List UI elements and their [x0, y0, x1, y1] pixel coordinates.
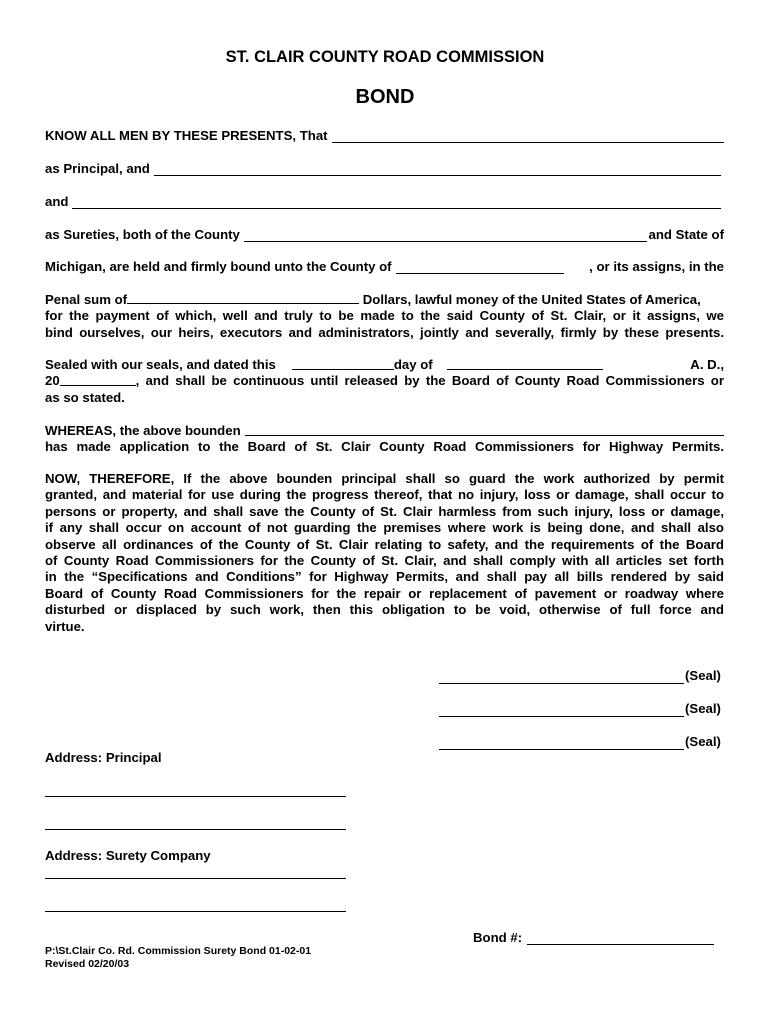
know-all-label: KNOW ALL MEN BY THESE PRESENTS, That	[45, 128, 328, 143]
continuous-text: , and shall be continuous until released by the Board of County Road Commissioners or	[135, 373, 724, 389]
dollars-text: Dollars, lawful money of the United States of America,	[359, 292, 701, 307]
nt-line: NOW, THEREFORE, If the above bounden principal shall so guard the work authorized by permit	[45, 471, 724, 486]
nt-line: disturbed or displaced by such work, then this obligation to be void, otherwise of full force and	[45, 602, 724, 618]
as-so-stated: as so stated.	[45, 389, 125, 405]
now-therefore-paragraph	[45, 471, 724, 635]
michigan-label: Michigan, are held and firmly bound unto the County of	[45, 259, 392, 274]
bound-county-field[interactable]	[396, 261, 564, 274]
surety-address-line-2[interactable]	[45, 911, 346, 912]
penal-sum-field[interactable]	[127, 291, 359, 304]
assigns-label: , or its assigns, in the	[589, 259, 724, 274]
sealed-paragraph	[45, 357, 724, 406]
nt-line: if any shall occur on account of not guarding the premises where work is being done, and shall also	[45, 520, 724, 536]
day-field[interactable]	[292, 357, 394, 370]
nt-line: Board of County Road Commissioners for the repair or replacement of pavement or roadway where	[45, 585, 724, 601]
nt-line: persons or property, and shall save the County of St. Clair harmless from such injury, loss or damage,	[45, 503, 724, 519]
penal-sum-paragraph	[45, 291, 724, 341]
surety-row-1	[45, 161, 721, 176]
address-surety-label: Address: Surety Company	[45, 848, 211, 863]
penal-line-3: bind ourselves, our heirs, executors and administrators, jointly and severally, firmly by these presents.	[45, 324, 724, 340]
year-field[interactable]	[60, 373, 136, 386]
surety-name-field-2[interactable]	[72, 196, 721, 209]
county-field[interactable]	[244, 229, 647, 242]
nt-line: granted, and material for use during the progress thereof, that no injury, loss or damage, shall occur to	[45, 487, 724, 503]
county-row	[45, 227, 724, 242]
seal-signature-line-3[interactable]	[439, 749, 684, 750]
surety-address-line-1[interactable]	[45, 878, 346, 879]
bounden-field[interactable]	[245, 423, 724, 436]
penal-sum-label: Penal sum of	[45, 292, 128, 307]
nt-line: of County Road Commissioners for the County of St. Clair, and shall comply with all articles set forth	[45, 553, 724, 569]
seal-label-1: (Seal)	[685, 668, 721, 683]
as-principal-label: as Principal, and	[45, 161, 150, 176]
surety-row-2	[45, 194, 721, 209]
seal-signature-line-2[interactable]	[439, 716, 684, 717]
and-label: and	[45, 194, 69, 209]
document-title: BOND	[355, 86, 415, 108]
nt-line: observe all ordinances of the County of St. Clair relating to safety, and the requirements of the Board	[45, 536, 724, 552]
whereas-line-2: has made application to the Board of St. Clair County Road Commissioners for Highway Permits.	[45, 439, 724, 455]
sealed-label: Sealed with our seals, and dated this	[45, 357, 276, 372]
principal-name-field[interactable]	[332, 130, 724, 143]
bond-number-field[interactable]	[527, 944, 714, 945]
day-of-label: day of	[393, 357, 433, 372]
principal-address-line-2[interactable]	[45, 829, 346, 830]
ad-label: A. D.,	[690, 357, 724, 372]
whereas-paragraph	[45, 423, 724, 456]
penal-line-2: for the payment of which, well and truly to be made to the said County of St. Clair, or it assigns, we	[45, 308, 724, 324]
footer-file-path: P:\St.Clair Co. Rd. Commission Surety Bond 01-02-01	[45, 945, 312, 957]
seal-signature-line-1[interactable]	[439, 683, 684, 684]
sureties-label: as Sureties, both of the County	[45, 227, 240, 242]
principal-name-row	[45, 128, 724, 143]
state-of-label: and State of	[648, 227, 724, 242]
nt-line: in the “Specifications and Conditions” for Highway Permits, and shall pay all bills rendered by said	[45, 569, 724, 585]
seal-label-3: (Seal)	[685, 734, 721, 749]
agency-title: ST. CLAIR COUNTY ROAD COMMISSION	[225, 48, 545, 66]
seal-label-2: (Seal)	[685, 701, 721, 716]
whereas-label: WHEREAS, the above bounden	[45, 423, 241, 438]
footer-revised: Revised 02/20/03	[45, 958, 130, 970]
michigan-row	[45, 259, 724, 274]
bond-number-label: Bond #:	[473, 930, 523, 945]
year-prefix: 20	[45, 373, 60, 389]
address-principal-label: Address: Principal	[45, 750, 162, 765]
surety-name-field-1[interactable]	[154, 163, 721, 176]
principal-address-line-1[interactable]	[45, 796, 346, 797]
month-field[interactable]	[447, 357, 603, 370]
nt-line: virtue.	[45, 618, 85, 634]
